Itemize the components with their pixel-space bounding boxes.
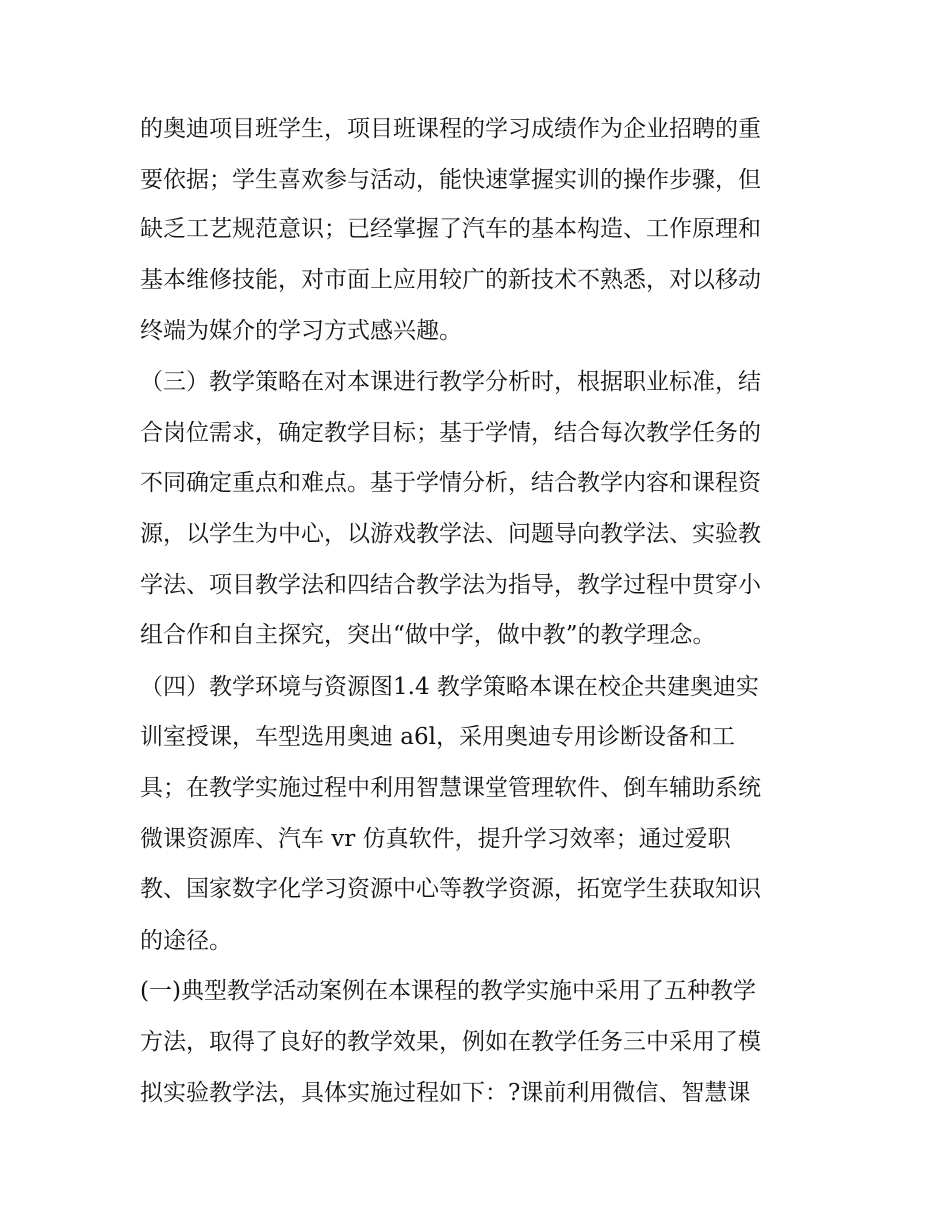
text-line: 基本维修技能，对市面上应用较广的新技术不熟悉，对以移动	[140, 267, 761, 293]
text-line: (一)典型教学活动案例在本课程的教学实施中采用了五种教学	[140, 978, 756, 1004]
text-line: 训室授课，车型选用奥迪 a6l，采用奥迪专用诊断设备和工	[140, 724, 736, 750]
text-line: 要依据；学生喜欢参与活动，能快速掌握实训的操作步骤，但	[140, 167, 761, 193]
text-line: 学法、项目教学法和四结合教学法为指导，教学过程中贯穿小	[140, 572, 761, 598]
text-line: 缺乏工艺规范意识；已经掌握了汽车的基本构造、工作原理和	[140, 216, 761, 242]
text-line: 具；在教学实施过程中利用智慧课堂管理软件、倒车辅助系统	[140, 775, 761, 801]
text-line: 方法，取得了良好的教学效果，例如在教学任务三中采用了模	[140, 1029, 761, 1055]
text-line: 微课资源库、汽车 vr 仿真软件，提升学习效率；通过爱职	[140, 826, 731, 852]
text-line: 教、国家数字化学习资源中心等教学资源，拓宽学生获取知识	[140, 876, 761, 902]
text-line: （四）教学环境与资源图1.4 教学策略本课在校企共建奥迪实	[140, 674, 759, 700]
text-line: 的奥迪项目班学生，项目班课程的学习成绩作为企业招聘的重	[140, 116, 761, 142]
text-line: 合岗位需求，确定教学目标；基于学情，结合每次教学任务的	[140, 420, 761, 446]
text-line: 组合作和自主探究，突出“做中学，做中教”的教学理念。	[140, 622, 716, 648]
text-line: 的途径。	[140, 928, 232, 954]
text-line: 不同确定重点和难点。基于学情分析，结合教学内容和课程资	[140, 470, 761, 496]
text-line: 拟实验教学法，具体实施过程如下：?课前利用微信、智慧课	[140, 1080, 751, 1106]
text-line: 源，以学生为中心，以游戏教学法、问题导向教学法、实验教	[140, 521, 761, 547]
text-line: 终端为媒介的学习方式感兴趣。	[140, 318, 462, 344]
text-line: （三）教学策略在对本课进行教学分析时，根据职业标准，结	[140, 369, 761, 395]
